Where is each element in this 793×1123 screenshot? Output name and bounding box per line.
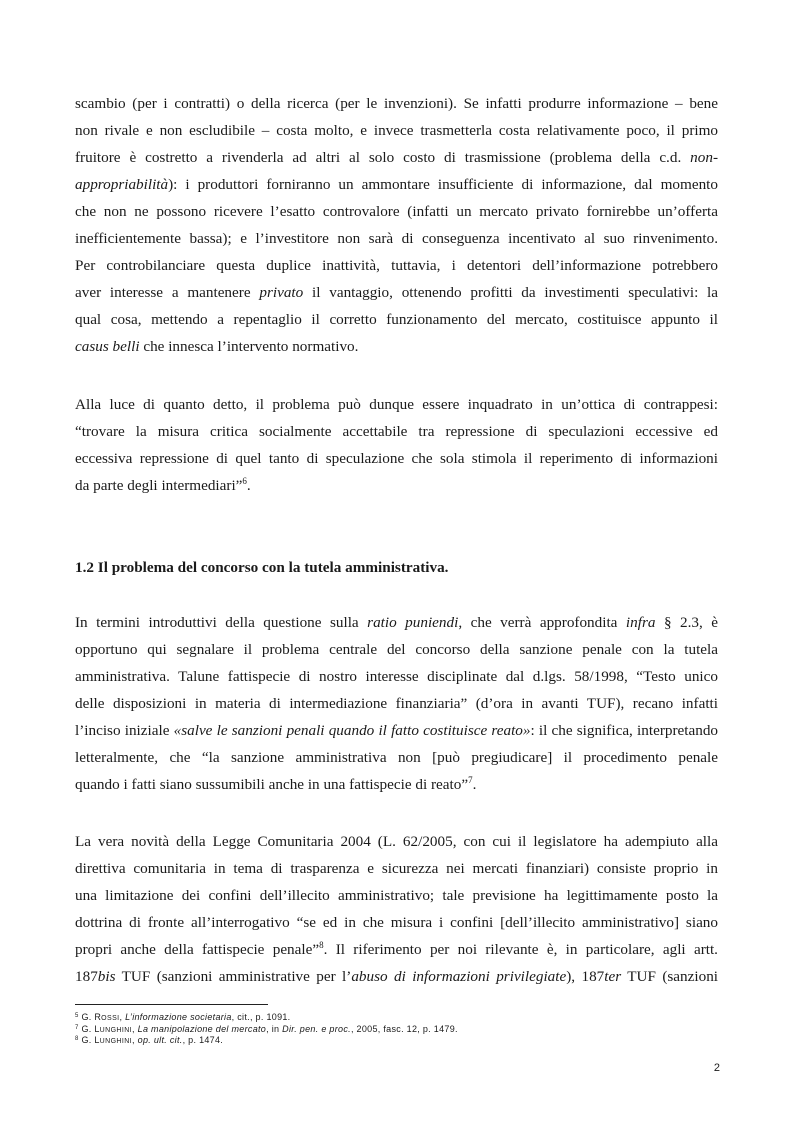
text-line: non rivale e non escludibile – costa molto, e invece trasmetterla costa relativamente poco, il primo <box>75 122 718 139</box>
footnote-5: $^5$ G. ROSSI, L’informazione societaria, cit., p. 1091. <box>75 1012 291 1022</box>
text-line: da parte degli intermediari”$^6$. <box>75 476 251 494</box>
text-line: appropriabilità): i produttori forniranno un ammontare insufficiente di informazione, dal momento <box>75 176 718 193</box>
footnote-ref: 7 <box>468 775 473 785</box>
text-line: una limitazione dei confini dell’illecito amministrativo; tale previsione ha legittimamente posto la <box>75 887 718 904</box>
text-line: casus belli che innesca l’intervento normativo. <box>75 338 359 355</box>
text-line: In termini introduttivi della questione sulla ratio puniendi, che verrà approfondita infra § 2.3, è <box>75 614 718 631</box>
text-line: aver interesse a mantenere privato il vantaggio, ottenendo profitti da investimenti speculativi: la <box>75 284 718 301</box>
footnote-8: $^8$ G. LUNGHINI, op. ult. cit., p. 1474. <box>75 1035 224 1045</box>
text-line: opportuno qui segnalare il problema centrale del concorso della sanzione penale con la tutela <box>75 641 718 658</box>
text-line: scambio (per i contratti) o della ricerca (per le invenzioni). Se infatti produrre informazione – bene <box>75 95 718 112</box>
text-line: Alla luce di quanto detto, il problema può dunque essere inquadrato in un’ottica di contrappesi: <box>75 396 718 413</box>
footnote-ref: 6 <box>242 476 247 486</box>
text-line: La vera novità della Legge Comunitaria 2004 (L. 62/2005, con cui il legislatore ha adempiuto alla <box>75 833 718 850</box>
text-line: che non ne possono ricevere l’esatto controvalore (infatti un mercato privato fornirebbe un’offerta <box>75 203 718 220</box>
footnote-separator <box>75 1004 268 1005</box>
footnote-ref: 8 <box>319 940 324 950</box>
text-line: eccessiva repressione di quel tanto di speculazione che sola stimola il reperimento di informazioni <box>75 450 718 467</box>
text-line: qual cosa, mettendo a repentaglio il corretto funzionamento del mercato, costituisce appunto il <box>75 311 718 328</box>
text-line: l’inciso iniziale «salve le sanzioni penali quando il fatto costituisce reato»: il che significa, interpretando <box>75 722 718 739</box>
section-heading: 1.2 Il problema del concorso con la tutela amministrativa. <box>75 559 449 576</box>
text-line: quando i fatti siano sussumibili anche in una fattispecie di reato”$^7$. <box>75 775 477 793</box>
text-line: 187bis TUF (sanzioni amministrative per l’abuso di informazioni privilegiate), 187ter TUF (sanzioni <box>75 968 718 985</box>
text-line: propri anche della fattispecie penale”$^8$. Il riferimento per noi rilevante è, in particolare, agli artt. <box>75 940 718 958</box>
text-line: delle disposizioni in materia di intermediazione finanziaria” (d’ora in avanti TUF), recano infatti <box>75 695 718 712</box>
footnote-7: $^7$ G. LUNGHINI, La manipolazione del mercato, in Dir. pen. e proc., 2005, fasc. 12, p. 1479. <box>75 1024 458 1034</box>
text-line: fruitore è costretto a rivenderla ad altri al solo costo di trasmissione (problema della c.d. non- <box>75 149 718 166</box>
text-line: “trovare la misura critica socialmente accettabile tra repressione di speculazioni eccessive ed <box>75 423 718 440</box>
text-line: direttiva comunitaria in tema di trasparenza e sicurezza nei mercati finanziari) consiste proprio in <box>75 860 718 877</box>
page-number: 2 <box>713 1062 720 1074</box>
text-line: dottrina di fronte all’interrogativo “se ed in che misura i confini [dell’illecito amministrativo] siano <box>75 914 718 931</box>
text-line: inefficientemente bassa); e l’investitore non sarà di conseguenza incentivato al suo rinvenimento. <box>75 230 718 247</box>
text-line: Per controbilanciare questa duplice inattività, tuttavia, i detentori dell’informazione potrebbero <box>75 257 718 274</box>
text-line: amministrativa. Talune fattispecie di nostro interesse disciplinate dal d.lgs. 58/1998, “Testo unico <box>75 668 718 685</box>
text-line: letteralmente, che “la sanzione amministrativa non [può pregiudicare] il procedimento penale <box>75 749 718 766</box>
